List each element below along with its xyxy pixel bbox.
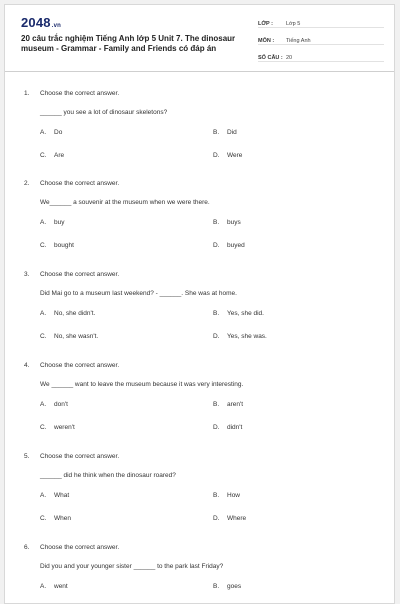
answer-option[interactable] [40,515,213,522]
worksheet-page [4,4,395,604]
answer-options [40,583,378,590]
option-text: Yes, she was. [227,333,267,340]
meta-row-grade [258,16,384,28]
option-text: No, she didn't. [54,310,96,317]
option-letter: A. [40,219,47,226]
question-instruction-line [24,90,378,99]
question-prompt: We ______ want to leave the museum because it was very interesting. [40,381,244,388]
option-text: weren't [54,424,75,431]
answer-option[interactable] [213,515,373,522]
answer-option[interactable] [213,310,373,317]
option-letter: C. [40,242,47,249]
question-instruction-line [24,180,378,189]
option-text: When [54,515,71,522]
option-text: Did [227,129,237,136]
option-letter: D. [213,242,220,249]
question-number: 2. [24,180,30,187]
option-letter: A. [40,492,47,499]
option-text: Were [227,152,243,159]
question-number: 1. [24,90,30,97]
meta-value: Lớp 5 [286,21,301,27]
option-letter: B. [213,401,220,408]
question-instruction-line [24,362,378,371]
answer-option[interactable] [213,583,373,590]
option-text: How [227,492,241,499]
answer-option[interactable] [40,310,213,317]
question-instruction: Choose the correct answer. [40,362,120,369]
question-instruction: Choose the correct answer. [40,180,120,187]
option-text: Where [227,515,247,522]
option-letter: C. [40,333,47,340]
option-letter: A. [40,129,47,136]
option-letter: B. [213,219,220,226]
question-4 [24,345,378,436]
option-text: don't [54,401,68,408]
option-letter: D. [213,424,220,431]
question-list [5,72,394,604]
question-instruction-line [24,453,378,462]
option-letter: B. [213,129,220,136]
answer-option[interactable] [40,152,213,159]
answer-option[interactable] [40,401,213,408]
meta-label: SỐ CÂU : [258,55,283,61]
answer-option[interactable] [213,152,373,159]
answer-option[interactable] [40,242,213,249]
answer-option[interactable] [213,219,373,226]
question-3 [24,254,378,345]
option-letter: A. [40,583,47,590]
question-6 [24,527,378,604]
meta-label: LỚP : [258,21,273,27]
logo-domain: .vn [51,23,62,29]
answer-options [40,310,378,340]
answer-option[interactable] [40,492,213,499]
option-text: buy [54,219,65,226]
question-instruction-line [24,544,378,553]
meta-label: MÔN : [258,38,275,44]
worksheet-header [5,5,394,72]
option-text: didn't [227,424,243,431]
answer-options [40,129,378,159]
answer-option[interactable] [40,219,213,226]
site-logo[interactable] [21,15,61,30]
question-2 [24,163,378,254]
question-instruction: Choose the correct answer. [40,90,120,97]
answer-option[interactable] [40,424,213,431]
question-instruction-line [24,271,378,280]
option-letter: B. [213,310,220,317]
meta-row-subject [258,33,384,45]
question-number: 4. [24,362,30,369]
question-instruction: Choose the correct answer. [40,271,120,278]
option-letter: A. [40,310,47,317]
option-text: aren't [227,401,244,408]
option-letter: D. [213,515,220,522]
question-1 [24,72,378,163]
option-letter: C. [40,424,47,431]
worksheet-meta [258,16,384,67]
answer-options [40,492,378,522]
question-instruction: Choose the correct answer. [40,453,120,460]
option-text: goes [227,583,242,590]
answer-option[interactable] [213,129,373,136]
answer-option[interactable] [213,424,373,431]
option-text: buys [227,219,241,226]
question-prompt: ______ did he think when the dinosaur roared? [40,472,176,479]
answer-option[interactable] [40,129,213,136]
question-prompt: Did Mai go to a museum last weekend? - ______. She was at home. [40,290,237,297]
answer-option[interactable] [213,242,373,249]
answer-option[interactable] [40,333,213,340]
question-number: 3. [24,271,30,278]
option-text: No, she wasn't. [54,333,99,340]
question-5 [24,436,378,527]
option-letter: B. [213,583,220,590]
question-prompt: ______ you see a lot of dinosaur skeletons? [40,109,168,116]
answer-option[interactable] [40,583,213,590]
question-prompt: Did you and your younger sister ______ to the park last Friday? [40,563,224,570]
question-number: 5. [24,453,30,460]
meta-row-count [258,50,384,62]
question-instruction: Choose the correct answer. [40,544,120,551]
answer-option[interactable] [213,492,373,499]
option-letter: B. [213,492,220,499]
option-letter: A. [40,401,47,408]
worksheet-title: 20 câu trắc nghiệm Tiếng Anh lớp 5 Unit 7. The dinosaur museum - Grammar - Family and Friends có đáp án [21,34,236,53]
option-letter: D. [213,333,220,340]
option-letter: D. [213,152,220,159]
option-text: buyed [227,242,245,249]
answer-options [40,401,378,431]
option-text: Do [54,129,63,136]
option-text: What [54,492,70,499]
option-letter: C. [40,152,47,159]
question-prompt: We______ a souvenir at the museum when we were there. [40,199,210,206]
meta-value: 20 [286,55,293,61]
meta-value: Tiếng Anh [286,38,311,44]
option-text: bought [54,242,74,249]
logo-text: 2048 [21,15,51,30]
option-text: went [54,583,68,590]
option-letter: C. [40,515,47,522]
answer-options [40,219,378,249]
answer-option[interactable] [213,401,373,408]
question-number: 6. [24,544,30,551]
option-text: Are [54,152,65,159]
option-text: Yes, she did. [227,310,264,317]
answer-option[interactable] [213,333,373,340]
